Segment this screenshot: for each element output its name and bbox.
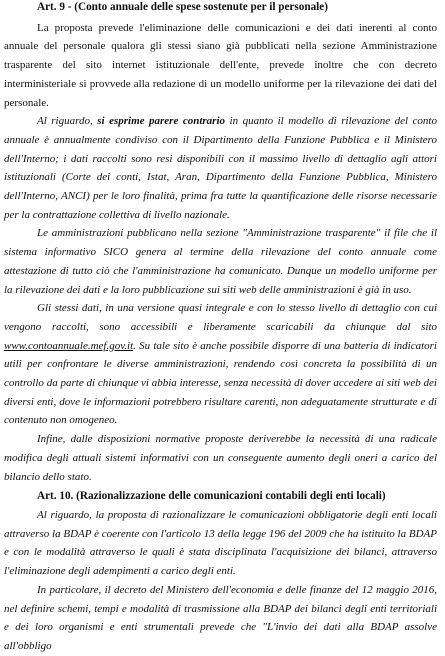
paragraph-lead: Gli stessi dati, in una versione quasi integrale e con lo stesso livello di dettaglio con cui vengono raccolti, sono accessibili e liberamente scaricabili da chiunque dal sito xyxy=(4,302,437,333)
paragraph-emphasis: si esprime parere contrario xyxy=(97,115,226,128)
paragraph: Al riguardo, la proposta di razionalizzare le comunicazioni obbligatorie degli enti locali attraverso la BDAP è coerente con l'articolo 13 della legge 196 del 2009 che ha istituito la BDAP e con le modalità attraverso le quali è stata disciplinata l'acquisizione dei bilanci, attraverso l'eliminazione degli adempimenti a carico degli enti. xyxy=(4,508,437,578)
section-heading-art9: Art. 9 - (Conto annuale delle spese sostenute per il personale) xyxy=(37,1,328,13)
website-link[interactable]: www.contoannuale.mef.gov.it xyxy=(4,339,134,352)
paragraph-lead: Al riguardo, xyxy=(37,115,98,128)
paragraph xyxy=(4,299,437,430)
paragraph xyxy=(4,112,437,224)
paragraph: La proposta prevede l'eliminazione delle comunicazioni e dei dati inerenti al conto annuale del personale qualora gli stessi siano già pubblicati nella sezione Amministrazione trasparente del sito internet istituzionale dell'ente, prevede inoltre che con decreto interministeriale si provvede alla redazione di un modello uniforme per la rilevazione dei dati del personale. xyxy=(4,21,437,109)
paragraph-text: in quanto il modello di rilevazione del conto annuale è annualmente condiviso con il Dipartimento della Funzione Pubblica e il Ministero dell'Interno; i dati raccolti sono resi disponibili con il massimo livello di dettaglio agli attori istituzionali (Corte dei conti, Istat, Aran, Dipartimento della Funzione Pubblica, Ministero dell'Interno, ANCI) per le loro finalità, prima fra tutte la quantificazione delle risorse necessarie per la contrattazione collettiva di livello nazionale. xyxy=(4,115,437,221)
paragraph-text: . Su tale sito è anche possibile disporre di una batteria di indicatori utili per confrontare le diverse amministrazioni, rendendo così concreta la possibilità di un controllo da parte di chiunque vi abbia interesse, senza necessità di dover accedere ai siti web dei diversi enti, dove le informazioni potrebbero risultare carenti, non adeguatamente strutturate e di contenuto non omogeneo. xyxy=(4,339,437,427)
paragraph: Infine, dalle disposizioni normative proposte deriverebbe la necessità di una radicale modifica degli attuali sistemi informativi con un conseguente aumento degli oneri a carico del bilancio dello stato. xyxy=(4,433,437,483)
section-heading-art10: Art. 10. (Razionalizzazione delle comunicazioni contabili degli enti locali) xyxy=(37,490,386,503)
paragraph: In particolare, il decreto del Ministero dell'economia e delle finanze del 12 maggio 2016, nel definire schemi, tempi e modalità di trasmissione alla BDAP dei bilanci degli enti territoriali e dei loro organismi e enti strumentali prevede che "L'invio dei dati alla BDAP assolve all'obbligo xyxy=(4,583,437,652)
paragraph: Le amministrazioni pubblicano nella sezione "Amministrazione trasparente" il file che il sistema informativo SICO genera al termine della rilevazione del conto annuale come attestazione di tutto ciò che l'amministrazione ha comunicato. Dunque un modello uniforme per la rilevazione dei dati e la loro pubblicazione sui siti web delle amministrazioni è già in uso. xyxy=(4,227,437,296)
